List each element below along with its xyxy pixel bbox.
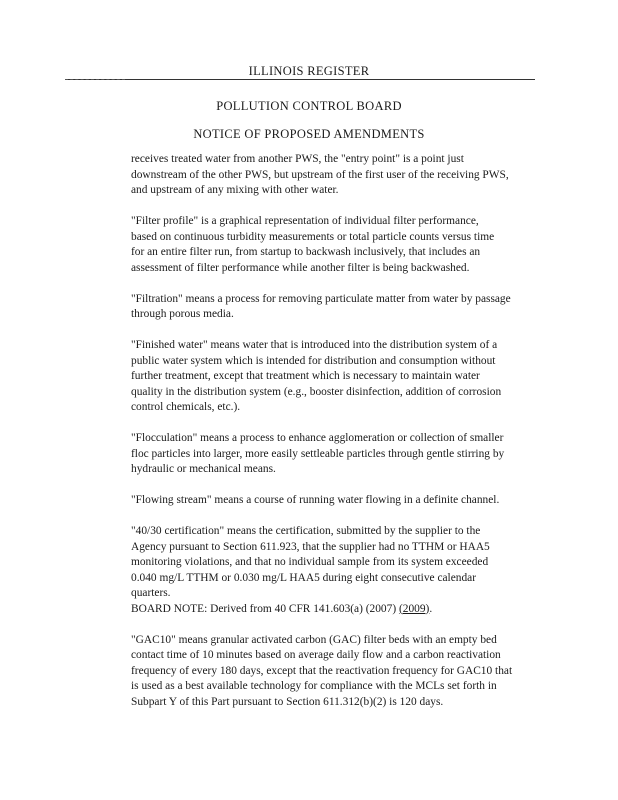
register-title: ILLINOIS REGISTER [248, 64, 370, 78]
board-note-text: BOARD NOTE: Derived from 40 CFR 141.603(a) (2007) [131, 602, 399, 615]
header-rule [65, 79, 535, 80]
board-title: POLLUTION CONTROL BOARD [216, 99, 402, 113]
document-body [131, 152, 543, 726]
paragraph-flocculation: "Flocculation" means a process to enhance agglomeration or collection of smaller floc particles into larger, more easily settleable particles through gentle stirring by hydraulic or mechanical means. [131, 432, 505, 475]
paragraph-filter-profile: "Filter profile" is a graphical representation of individual filter performance, based on continuous turbidity measurements or total particle counts versus time for an entire filter run, from startup to backwash inclusively, that includes an assessment of filter performance while another filter is being backwashed. [131, 215, 495, 274]
board-note-period: . [429, 602, 433, 615]
board-note [131, 602, 543, 618]
header-rule-mark [65, 79, 125, 80]
paragraph-finished-water: "Finished water" means water that is introduced into the distribution system of a public water system which is intended for distribution and consumption without further treatment, except that treatment which is necessary to maintain water quality in the distribution system (e.g., booster disinfection, addition of corrosion control chemicals, etc.). [131, 339, 502, 413]
paragraph-gac10: "GAC10" means granular activated carbon (GAC) filter beds with an empty bed contact time of 10 minutes based on average daily flow and a carbon reactivation frequency of every 180 days, except that the reactivation frequency for GAC10 that is used as a best available technology for compliance with the MCLs set forth in Subpart Y of this Part pursuant to Section 611.312(b)(2) is 120 days. [131, 633, 513, 708]
notice-title: NOTICE OF PROPOSED AMENDMENTS [193, 127, 425, 141]
paragraph-entry-point: receives treated water from another PWS, the "entry point" is a point just downstream of the other PWS, but upstream of the first user of the receiving PWS, and upstream of any mixing with other water. [131, 153, 509, 196]
board-note-amendment: (2009) [398, 602, 430, 615]
paragraph-40-30-certification: "40/30 certification" means the certification, submitted by the supplier to the Agency pursuant to Section 611.923, that the supplier had no TTHM or HAA5 monitoring violations, and that no individual sample from its system exceeded 0.040 mg/L TTHM or 0.030 mg/L HAA5 during eight consecutive calendar quarters. [131, 525, 490, 599]
paragraph-flowing-stream: "Flowing stream" means a course of running water flowing in a definite channel. [131, 494, 500, 506]
paragraph-filtration: "Filtration" means a process for removing particulate matter from water by passage through porous media. [131, 292, 511, 320]
